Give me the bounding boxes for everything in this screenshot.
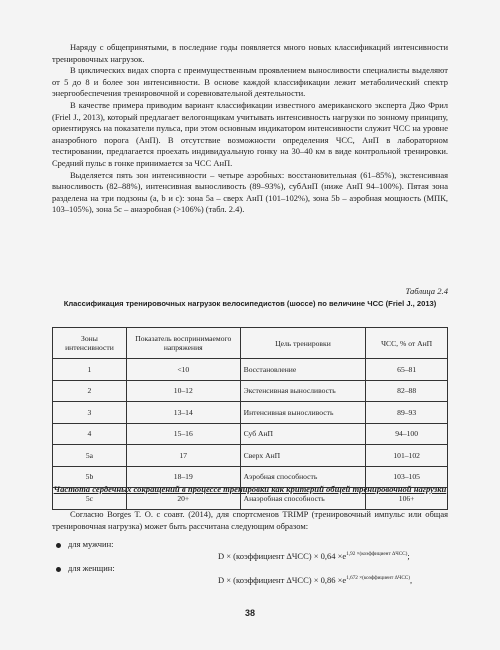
- zones-table: [52, 327, 448, 510]
- table-row: [53, 445, 448, 467]
- cell-effort: 15–16: [126, 423, 240, 445]
- cell-effort: 10–12: [126, 380, 240, 402]
- cell-zone: 5a: [53, 445, 127, 467]
- cell-zone: 2: [53, 380, 127, 402]
- formula-exponent: 1,672 ×(коэффициент ΔЧСС): [346, 575, 410, 582]
- body-text: [52, 42, 448, 216]
- cell-goal: Суб АнП: [240, 423, 366, 445]
- formula-body: D × (коэффициент ΔЧСС) × 0,64 ×e: [218, 551, 347, 561]
- cell-goal: Аэробная способность: [240, 466, 366, 488]
- paragraph-1: Наряду с общепринятыми, в последние годы появляется много новых классификаций интенсивности тренировочных нагрузок.: [52, 42, 448, 64]
- cell-hr: 65–81: [366, 359, 448, 381]
- cell-hr: 82–88: [366, 380, 448, 402]
- cell-goal: Анаэробная способность: [240, 488, 366, 510]
- bullet-label: для женщин:: [68, 563, 115, 573]
- formula-men: [218, 551, 410, 561]
- paragraph-3: В качестве примера приводим вариант классификации известного американского эксперта Джо Фрил (Friel J., 2013), который предлагает велогонщикам учитывать интенсивность нагрузки по зонному принципу, ориентируясь на показатели пульса, при этом основным индикатором интенсивности служит ЧСС на уровне анаэробного порога (АнП). В отсутствие возможности определения ЧСС, АнП в лабораторном тестировании, предлагается проехать индивидуальную гонку на 30–40 км в виде контрольной тренировки. Средний пульс в гонке принимается за ЧСС АнП.: [52, 99, 448, 168]
- header-zones: Зоны интенсивности: [53, 328, 127, 359]
- cell-goal: Интенсивная выносливость: [240, 402, 366, 424]
- cell-effort: 17: [126, 445, 240, 467]
- table-row: [53, 380, 448, 402]
- cell-hr: 101–102: [366, 445, 448, 467]
- cell-zone: 5c: [53, 488, 127, 510]
- cell-goal: Восстановление: [240, 359, 366, 381]
- cell-zone: 3: [53, 402, 127, 424]
- cell-effort: 18–19: [126, 466, 240, 488]
- table-row: [53, 402, 448, 424]
- cell-goal: Экстенсивная выносливость: [240, 380, 366, 402]
- trimp-intro: [52, 509, 448, 532]
- table-row: [53, 359, 448, 381]
- cell-hr: 103–105: [366, 466, 448, 488]
- cell-effort: 20+: [126, 488, 240, 510]
- cell-goal: Сверх АнП: [240, 445, 366, 467]
- cell-hr: 106+: [366, 488, 448, 510]
- bullet-men: [56, 539, 114, 549]
- bullet-label: для мужчин:: [68, 539, 114, 549]
- header-effort: Показатель воспринимаемого напряжения: [126, 328, 240, 359]
- paragraph-4: Выделяется пять зон интенсивности – четыре аэробных: восстановительная (61–85%), экстенсивная выносливость (82–88%), интенсивная выносливость (89–93%), субАнП (ниже АнП 94–100%). Пятая зона разделена на три подзоны (a, b и c): зона 5a – сверх АнП (101–102%), зона 5b – аэробная мощность (МПК, 103–105%), зона 5c – анаэробная (>106%) (табл. 2.4).: [52, 169, 448, 215]
- formula-tail: ;: [407, 551, 410, 561]
- cell-hr: 94–100: [366, 423, 448, 445]
- header-hr: ЧСС, % от АнП: [366, 328, 448, 359]
- subsection-title: Частота сердечных сокращений в процессе тренировки как критерий общей тренировочной нагрузки: [53, 484, 447, 494]
- bullet-icon: [56, 543, 61, 548]
- cell-hr: 89–93: [366, 402, 448, 424]
- bullet-women: [56, 563, 115, 573]
- header-goal: Цель тренировки: [240, 328, 366, 359]
- formula-exponent: 1,92 ×(коэффициент ΔЧСС): [346, 551, 408, 558]
- table-title: Классификация тренировочных нагрузок велосипедистов (шоссе) по величине ЧСС (Friel J., 2013): [63, 299, 437, 308]
- cell-effort: <10: [126, 359, 240, 381]
- formula-tail: ,: [409, 575, 413, 585]
- table-header-row: [53, 328, 448, 359]
- table-row: [53, 423, 448, 445]
- table-label: Таблица 2.4: [405, 286, 448, 296]
- bullet-icon: [56, 567, 61, 572]
- cell-zone: 4: [53, 423, 127, 445]
- intro-paragraph: Согласно Borges T. O. с соавт. (2014), для спортсменов TRIMP (тренировочный импульс или общая тренировочная нагрузка) может быть рассчитана следующим образом:: [52, 509, 448, 531]
- page-number: 38: [244, 608, 255, 618]
- paragraph-2: В циклических видах спорта с преимущественным проявлением выносливости специалисты выделяют от 5 до 8 и более зон интенсивности. В основе каждой классификации лежит метаболический спектр энергообеспечения тренировочной и соревновательной деятельности.: [52, 65, 448, 99]
- formula-body: D × (коэффициент ΔЧСС) × 0,86 ×e: [218, 575, 347, 585]
- cell-effort: 13–14: [126, 402, 240, 424]
- cell-zone: 5b: [53, 466, 127, 488]
- formula-women: [218, 575, 412, 585]
- cell-zone: 1: [53, 359, 127, 381]
